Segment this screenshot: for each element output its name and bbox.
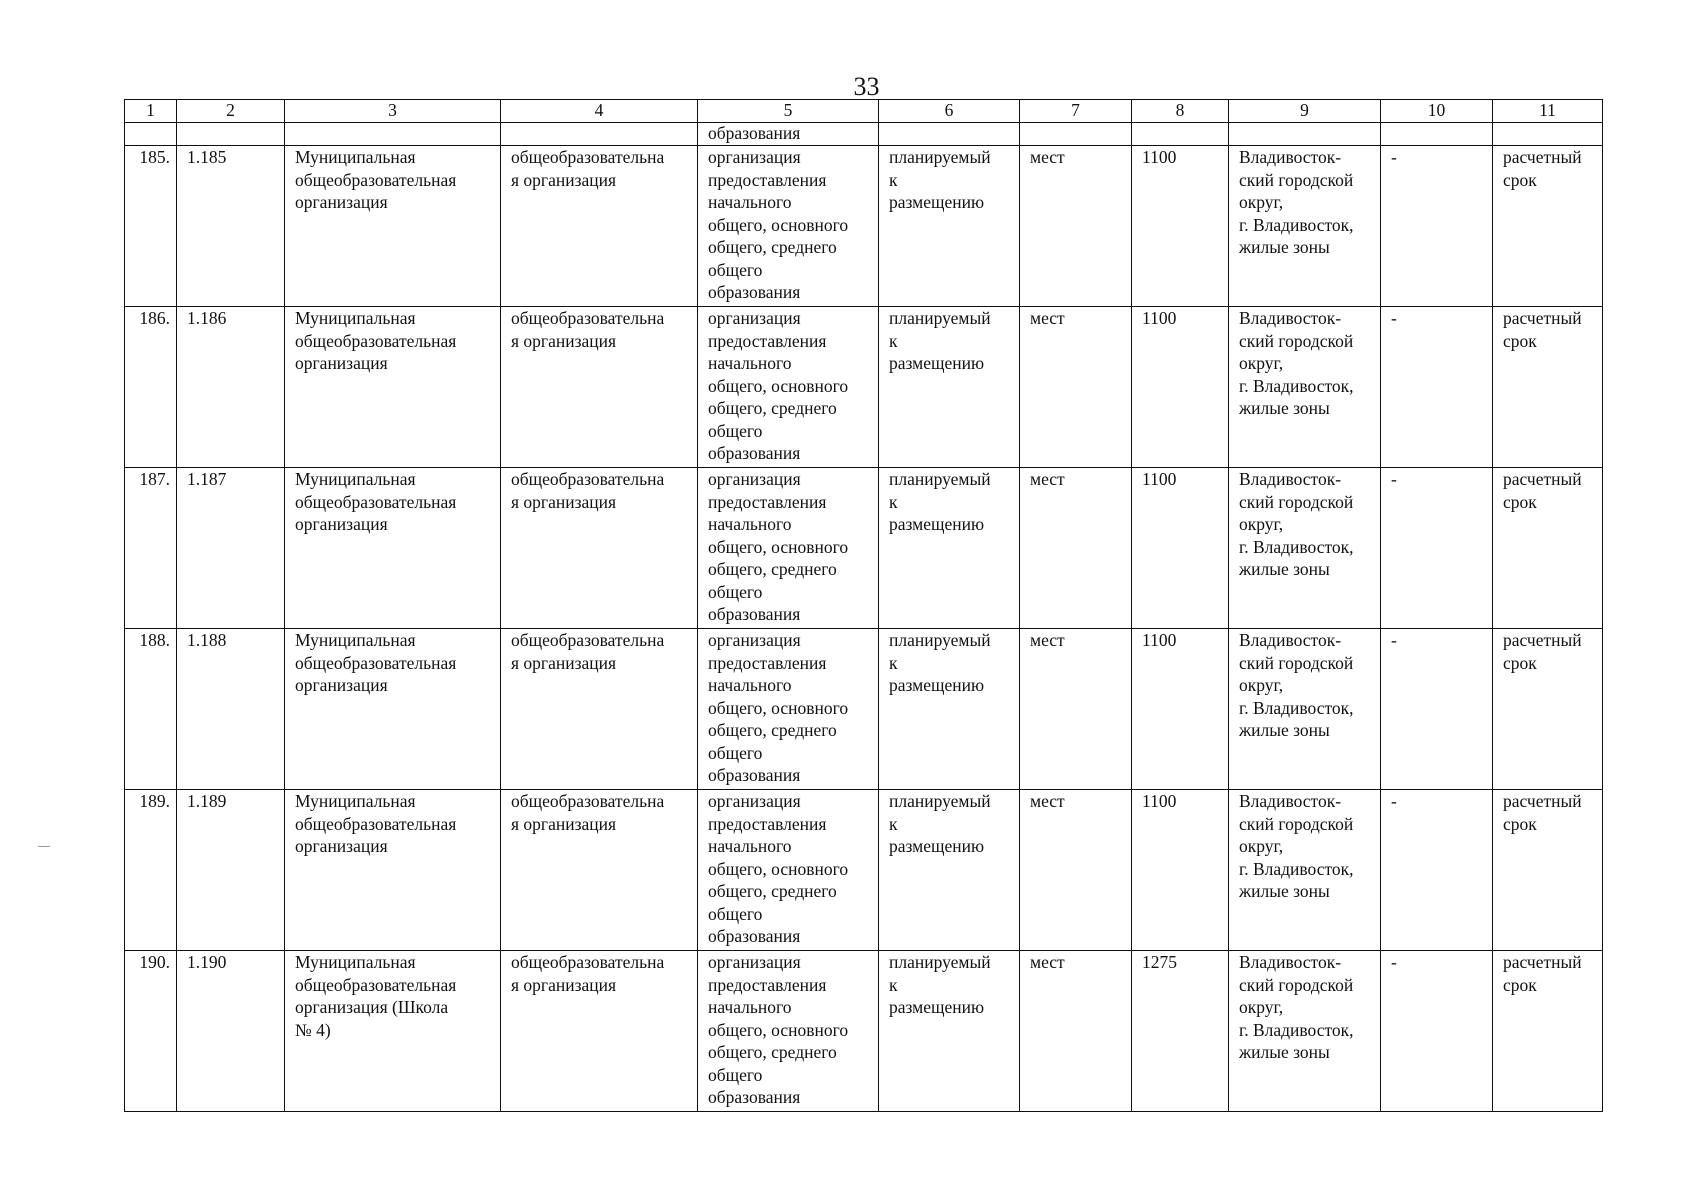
table-cell: мест [1020,951,1132,1112]
table-row [125,307,1603,468]
table-cell: организация предоставления начального общего, основного общего, среднего общего образования [698,307,879,468]
table-cell: расчетный срок [1493,951,1603,1112]
table-cell: мест [1020,629,1132,790]
table-cell: общеобразовательна я организация [501,629,698,790]
column-number-cell: 10 [1381,100,1493,123]
table-cell: 1.187 [177,468,285,629]
table-cell: Муниципальная общеобразовательная организация [285,629,501,790]
column-number-row [125,100,1603,123]
table-cell: расчетный срок [1493,629,1603,790]
continuation-cell [1493,123,1603,146]
table-cell: общеобразовательна я организация [501,790,698,951]
table-cell: - [1381,629,1493,790]
continuation-cell [1229,123,1381,146]
table-cell: 1275 [1132,951,1229,1112]
data-table [124,99,1603,1112]
table-cell: Муниципальная общеобразовательная организация [285,307,501,468]
page-number: 33 [853,72,880,101]
table-cell: 1.186 [177,307,285,468]
table-cell: организация предоставления начального общего, основного общего, среднего общего образования [698,951,879,1112]
table-cell: 188. [125,629,177,790]
column-number-cell: 9 [1229,100,1381,123]
continuation-cell: образования [698,123,879,146]
table-cell: 187. [125,468,177,629]
table-cell: 1.189 [177,790,285,951]
table-cell: 185. [125,146,177,307]
table-cell: 1.190 [177,951,285,1112]
scan-mark [38,846,50,847]
column-number-cell: 8 [1132,100,1229,123]
table-cell: Владивосток- ский городской округ, г. Владивосток, жилые зоны [1229,629,1381,790]
table-cell: организация предоставления начального общего, основного общего, среднего общего образования [698,790,879,951]
table-cell: Владивосток- ский городской округ, г. Владивосток, жилые зоны [1229,951,1381,1112]
table-cell: Муниципальная общеобразовательная организация [285,468,501,629]
table-cell: мест [1020,790,1132,951]
continuation-cell [125,123,177,146]
table-cell: расчетный срок [1493,790,1603,951]
column-number-cell: 3 [285,100,501,123]
table-cell: - [1381,146,1493,307]
table-body [125,100,1603,1112]
table-cell: общеобразовательна я организация [501,146,698,307]
continuation-cell [1381,123,1493,146]
table-cell: - [1381,790,1493,951]
table-cell: планируемый к размещению [879,951,1020,1112]
table-row [125,146,1603,307]
table-cell: организация предоставления начального общего, основного общего, среднего общего образования [698,146,879,307]
column-number-cell: 4 [501,100,698,123]
table-cell: организация предоставления начального общего, основного общего, среднего общего образования [698,468,879,629]
table-cell: мест [1020,146,1132,307]
column-number-cell: 6 [879,100,1020,123]
table-cell: 186. [125,307,177,468]
column-number-cell: 1 [125,100,177,123]
table-cell: мест [1020,307,1132,468]
continuation-cell [501,123,698,146]
table-cell: расчетный срок [1493,307,1603,468]
table-cell: общеобразовательна я организация [501,951,698,1112]
table-row [125,790,1603,951]
table-cell: 1100 [1132,468,1229,629]
continuation-cell [1020,123,1132,146]
table-row [125,951,1603,1112]
table-cell: организация предоставления начального общего, основного общего, среднего общего образования [698,629,879,790]
table-cell: - [1381,307,1493,468]
table-row [125,629,1603,790]
continuation-cell [177,123,285,146]
continuation-cell [285,123,501,146]
continuation-row [125,123,1603,146]
table-cell: расчетный срок [1493,146,1603,307]
table-cell: планируемый к размещению [879,146,1020,307]
column-number-cell: 2 [177,100,285,123]
table-cell: мест [1020,468,1132,629]
table-cell: 1100 [1132,146,1229,307]
column-number-cell: 5 [698,100,879,123]
table-cell: - [1381,468,1493,629]
table-cell: 1100 [1132,307,1229,468]
table-cell: - [1381,951,1493,1112]
table-cell: 189. [125,790,177,951]
table-cell: 190. [125,951,177,1112]
table-cell: Муниципальная общеобразовательная организация [285,790,501,951]
table-cell: 1100 [1132,629,1229,790]
column-number-cell: 7 [1020,100,1132,123]
table-cell: Муниципальная общеобразовательная организация (Школа № 4) [285,951,501,1112]
table-cell: общеобразовательна я организация [501,307,698,468]
table-cell: Муниципальная общеобразовательная организация [285,146,501,307]
table-cell: Владивосток- ский городской округ, г. Владивосток, жилые зоны [1229,790,1381,951]
table-cell: 1100 [1132,790,1229,951]
table-cell: планируемый к размещению [879,629,1020,790]
table-cell: Владивосток- ский городской округ, г. Владивосток, жилые зоны [1229,146,1381,307]
table-cell: планируемый к размещению [879,790,1020,951]
continuation-cell [1132,123,1229,146]
table-row [125,468,1603,629]
column-number-cell: 11 [1493,100,1603,123]
table-cell: общеобразовательна я организация [501,468,698,629]
table-cell: Владивосток- ский городской округ, г. Владивосток, жилые зоны [1229,468,1381,629]
table-cell: 1.188 [177,629,285,790]
table-cell: Владивосток- ский городской округ, г. Владивосток, жилые зоны [1229,307,1381,468]
continuation-cell [879,123,1020,146]
table-cell: планируемый к размещению [879,468,1020,629]
table-cell: расчетный срок [1493,468,1603,629]
table-cell: планируемый к размещению [879,307,1020,468]
table-cell: 1.185 [177,146,285,307]
